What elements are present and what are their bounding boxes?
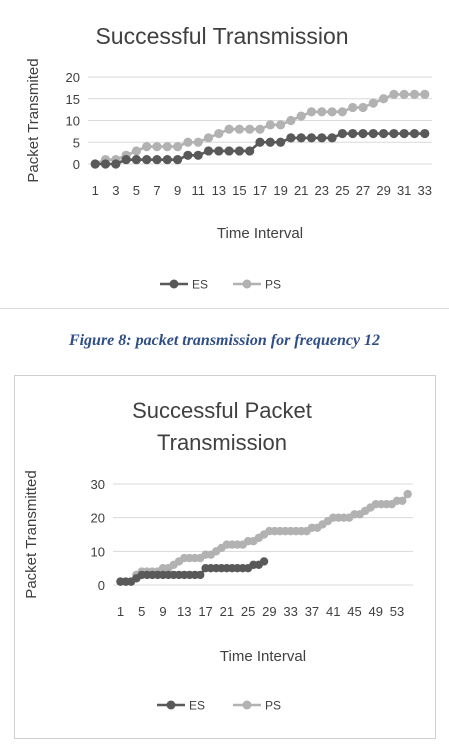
x-tick-label: 19	[273, 183, 288, 198]
chart-successful-transmission	[0, 0, 449, 309]
data-point-ps	[214, 129, 223, 138]
x-tick-label: 5	[132, 183, 141, 198]
data-point-ps	[403, 490, 411, 498]
data-point-ps	[132, 146, 141, 155]
data-point-es	[245, 146, 254, 155]
x-tick-label: 49	[368, 604, 384, 619]
x-tick-label: 23	[314, 183, 330, 198]
x-tick-label: 31	[396, 183, 412, 198]
data-point-ps	[389, 90, 398, 99]
chart1-svg	[0, 0, 449, 308]
x-tick-label: 37	[304, 604, 320, 619]
data-point-es	[338, 129, 347, 138]
data-point-es	[255, 138, 264, 147]
data-point-ps	[307, 107, 316, 116]
x-tick-label: 13	[211, 183, 227, 198]
data-point-es	[327, 133, 336, 142]
x-tick-label: 1	[91, 183, 99, 198]
data-point-ps	[379, 94, 388, 103]
data-point-es	[307, 133, 316, 142]
y-tick-label: 30	[90, 477, 105, 492]
data-point-ps	[420, 90, 429, 99]
data-point-es	[225, 146, 234, 155]
data-point-es	[379, 129, 388, 138]
x-tick-label: 41	[325, 604, 341, 619]
data-point-es	[276, 138, 285, 147]
data-point-es	[204, 146, 213, 155]
y-tick-label: 20	[90, 510, 105, 526]
data-point-es	[297, 133, 306, 142]
data-point-es	[122, 155, 131, 164]
x-tick-label: 21	[293, 183, 309, 198]
data-point-es	[173, 155, 182, 164]
y-axis-title: Packet Transmitted	[23, 470, 40, 599]
data-point-es	[410, 129, 419, 138]
data-point-es	[369, 129, 378, 138]
x-tick-label: 3	[112, 183, 120, 198]
data-point-es	[196, 571, 204, 579]
data-point-ps	[369, 99, 378, 108]
data-point-ps	[400, 90, 409, 99]
x-tick-label: 33	[417, 183, 433, 198]
data-point-ps	[235, 125, 244, 134]
x-tick-label: 33	[283, 604, 298, 619]
data-point-es	[235, 146, 244, 155]
x-tick-label: 29	[262, 604, 277, 619]
chart-title: Successful Transmission	[95, 23, 349, 49]
data-point-es	[317, 133, 326, 142]
legend-label-ps: PS	[265, 698, 282, 713]
x-tick-label: 7	[153, 183, 161, 198]
data-point-ps	[245, 125, 254, 134]
data-point-es	[214, 146, 223, 155]
data-point-ps	[142, 142, 151, 151]
data-point-ps	[266, 120, 275, 129]
legend-marker-ps	[243, 280, 252, 289]
data-point-ps	[255, 125, 264, 134]
data-point-es	[163, 155, 172, 164]
data-point-ps	[204, 133, 213, 142]
data-point-es	[152, 155, 161, 164]
x-tick-label: 25	[240, 604, 256, 619]
x-tick-label: 17	[252, 183, 268, 198]
data-point-es	[260, 557, 268, 565]
data-point-ps	[317, 107, 326, 116]
data-point-ps	[348, 103, 357, 112]
y-tick-label: 5	[72, 135, 80, 151]
data-point-es	[348, 129, 357, 138]
y-tick-label: 0	[97, 578, 105, 593]
data-point-ps	[338, 107, 347, 116]
chart2-svg	[15, 376, 435, 738]
data-point-es	[389, 129, 398, 138]
data-point-es	[358, 129, 367, 138]
y-tick-label: 10	[90, 544, 105, 560]
legend-label-es: ES	[192, 277, 209, 292]
x-tick-label: 15	[232, 183, 247, 198]
data-point-es	[142, 155, 151, 164]
y-tick-label: 0	[72, 157, 80, 172]
x-tick-label: 9	[159, 604, 167, 619]
data-point-ps	[297, 112, 306, 121]
data-point-es	[111, 159, 120, 168]
x-axis-title: Time Interval	[219, 648, 307, 665]
y-tick-label: 15	[65, 91, 80, 107]
data-point-es	[266, 138, 275, 147]
data-point-es	[400, 129, 409, 138]
legend-label-es: ES	[189, 698, 206, 713]
data-point-es	[132, 155, 141, 164]
data-point-ps	[173, 142, 182, 151]
data-point-es	[101, 159, 110, 168]
series-ps	[116, 490, 412, 586]
x-tick-label: 11	[191, 183, 205, 198]
legend-marker-ps	[243, 701, 252, 710]
y-tick-label: 10	[65, 113, 80, 129]
legend-marker-es	[167, 701, 176, 710]
data-point-es	[91, 159, 100, 168]
x-tick-label: 1	[116, 604, 125, 619]
x-tick-label: 5	[138, 604, 146, 619]
data-point-es	[194, 151, 203, 160]
series-ps	[91, 90, 430, 169]
data-point-ps	[327, 107, 336, 116]
chart-title: Successful Packet	[132, 398, 312, 423]
x-tick-label: 27	[355, 183, 371, 198]
data-point-es	[420, 129, 429, 138]
data-point-ps	[276, 120, 285, 129]
legend-marker-es	[170, 280, 179, 289]
data-point-ps	[286, 116, 295, 125]
data-point-ps	[225, 125, 234, 134]
x-tick-label: 9	[173, 183, 182, 198]
y-tick-label: 20	[65, 70, 80, 85]
x-tick-label: 29	[376, 183, 391, 198]
x-tick-label: 21	[219, 604, 235, 619]
x-tick-label: 53	[389, 604, 405, 619]
data-point-ps	[410, 90, 419, 99]
x-tick-label: 45	[347, 604, 362, 619]
x-tick-label: 25	[335, 183, 350, 198]
data-point-ps	[163, 142, 172, 151]
chart-title: Transmission	[157, 430, 287, 455]
data-point-ps	[152, 142, 161, 151]
data-point-ps	[398, 497, 406, 505]
data-point-ps	[183, 138, 192, 147]
data-point-ps	[358, 103, 367, 112]
y-axis-title: Packet Transmited	[25, 58, 42, 183]
x-axis-title: Time Interval	[216, 225, 304, 242]
data-point-es	[183, 151, 192, 160]
x-tick-label: 17	[198, 604, 213, 619]
figure-caption: Figure 8: packet transmission for frequency 12	[68, 332, 381, 349]
x-tick-label: 13	[177, 604, 192, 619]
chart-successful-packet-transmission	[14, 375, 436, 739]
data-point-es	[286, 133, 295, 142]
legend-label-ps: PS	[265, 277, 282, 292]
data-point-ps	[194, 138, 203, 147]
